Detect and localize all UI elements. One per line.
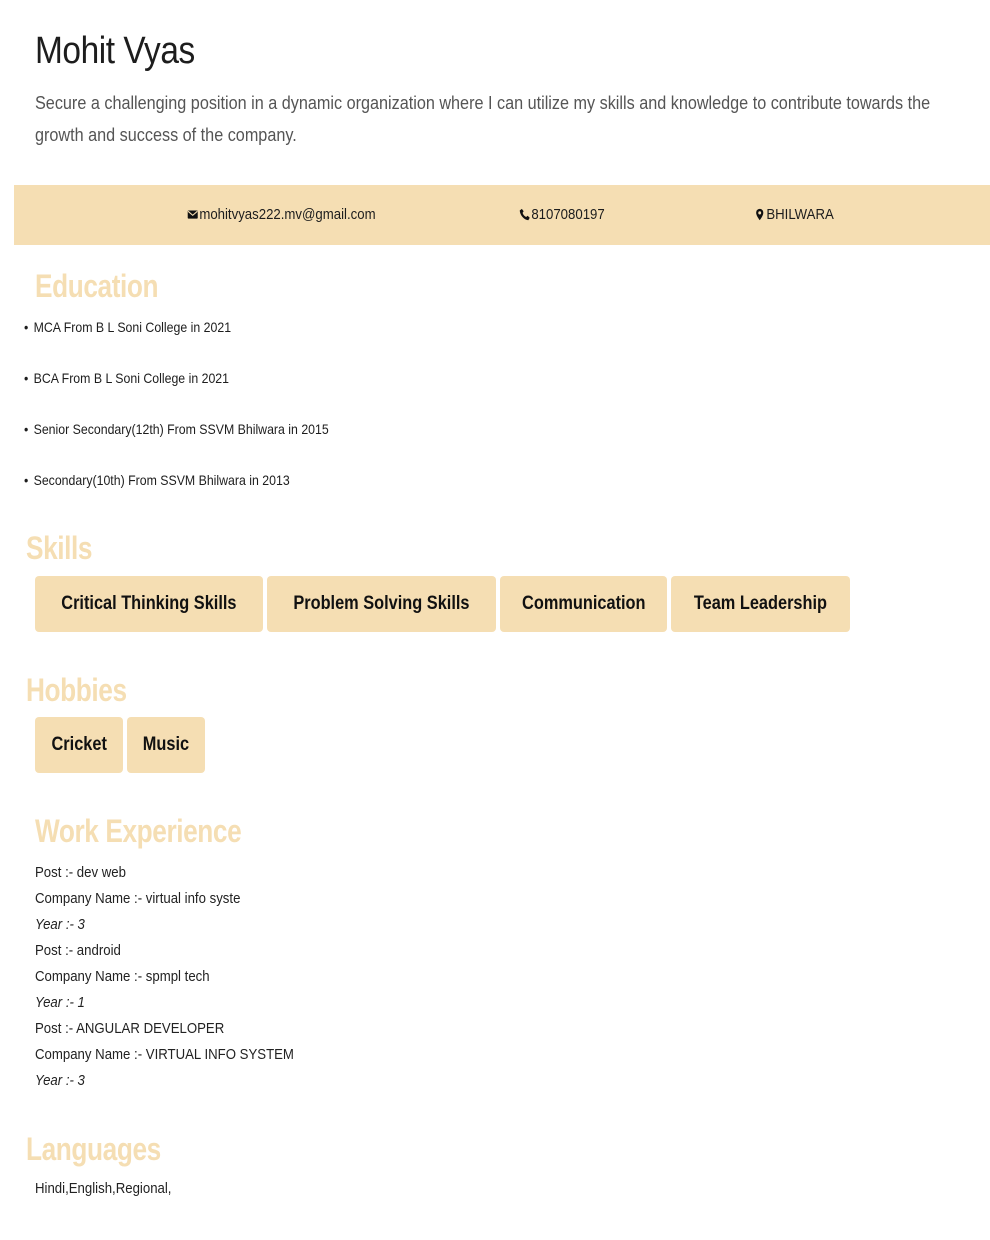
skills-list bbox=[35, 576, 850, 632]
work-year: Year :- 3 bbox=[35, 1072, 85, 1089]
envelope-icon bbox=[187, 208, 198, 221]
candidate-name: Mohit Vyas bbox=[35, 30, 195, 72]
work-company: Company Name :- spmpl tech bbox=[35, 968, 210, 985]
list-item: • MCA From B L Soni College in 2021 bbox=[24, 318, 329, 369]
skill-chip: Team Leadership bbox=[671, 576, 850, 632]
skills-heading: Skills bbox=[26, 530, 93, 566]
contact-email[interactable] bbox=[187, 206, 376, 223]
resume-header bbox=[35, 30, 970, 151]
list-item: • Secondary(10th) From SSVM Bhilwara in 2013 bbox=[24, 471, 329, 522]
contact-bar bbox=[14, 185, 990, 245]
phone-text: 8107080197 bbox=[531, 206, 605, 223]
work-experience-heading: Work Experience bbox=[35, 813, 242, 849]
skill-chip: Critical Thinking Skills bbox=[35, 576, 263, 632]
contact-phone[interactable] bbox=[519, 206, 605, 223]
education-list bbox=[24, 318, 370, 522]
hobby-chip: Cricket bbox=[35, 717, 123, 773]
list-item: • BCA From B L Soni College in 2021 bbox=[24, 369, 329, 420]
education-heading: Education bbox=[35, 268, 159, 304]
work-company: Company Name :- VIRTUAL INFO SYSTEM bbox=[35, 1046, 294, 1063]
location-text: BHILWARA bbox=[766, 206, 834, 223]
hobbies-heading: Hobbies bbox=[26, 672, 127, 708]
languages-heading: Languages bbox=[26, 1131, 161, 1167]
contact-location bbox=[754, 206, 834, 223]
career-objective: Secure a challenging position in a dynamic organization where I can utilize my skills and knowledge to contribute towards the growth and success of the company. bbox=[35, 93, 931, 145]
hobbies-list bbox=[35, 717, 205, 773]
list-item: • Senior Secondary(12th) From SSVM Bhilwara in 2015 bbox=[24, 420, 329, 471]
hobby-chip: Music bbox=[127, 717, 205, 773]
work-post: Post :- android bbox=[35, 942, 121, 959]
skill-chip: Problem Solving Skills bbox=[267, 576, 496, 632]
work-company: Company Name :- virtual info syste bbox=[35, 890, 241, 907]
work-year: Year :- 3 bbox=[35, 916, 85, 933]
email-text: mohitvyas222.mv@gmail.com bbox=[199, 206, 376, 223]
map-marker-icon bbox=[754, 208, 765, 221]
work-year: Year :- 1 bbox=[35, 994, 85, 1011]
work-post: Post :- dev web bbox=[35, 864, 126, 881]
skill-chip: Communication bbox=[500, 576, 668, 632]
work-post: Post :- ANGULAR DEVELOPER bbox=[35, 1020, 225, 1037]
work-experience-list bbox=[35, 862, 329, 1096]
phone-icon bbox=[519, 208, 530, 221]
languages-text: Hindi,English,Regional, bbox=[35, 1180, 172, 1197]
